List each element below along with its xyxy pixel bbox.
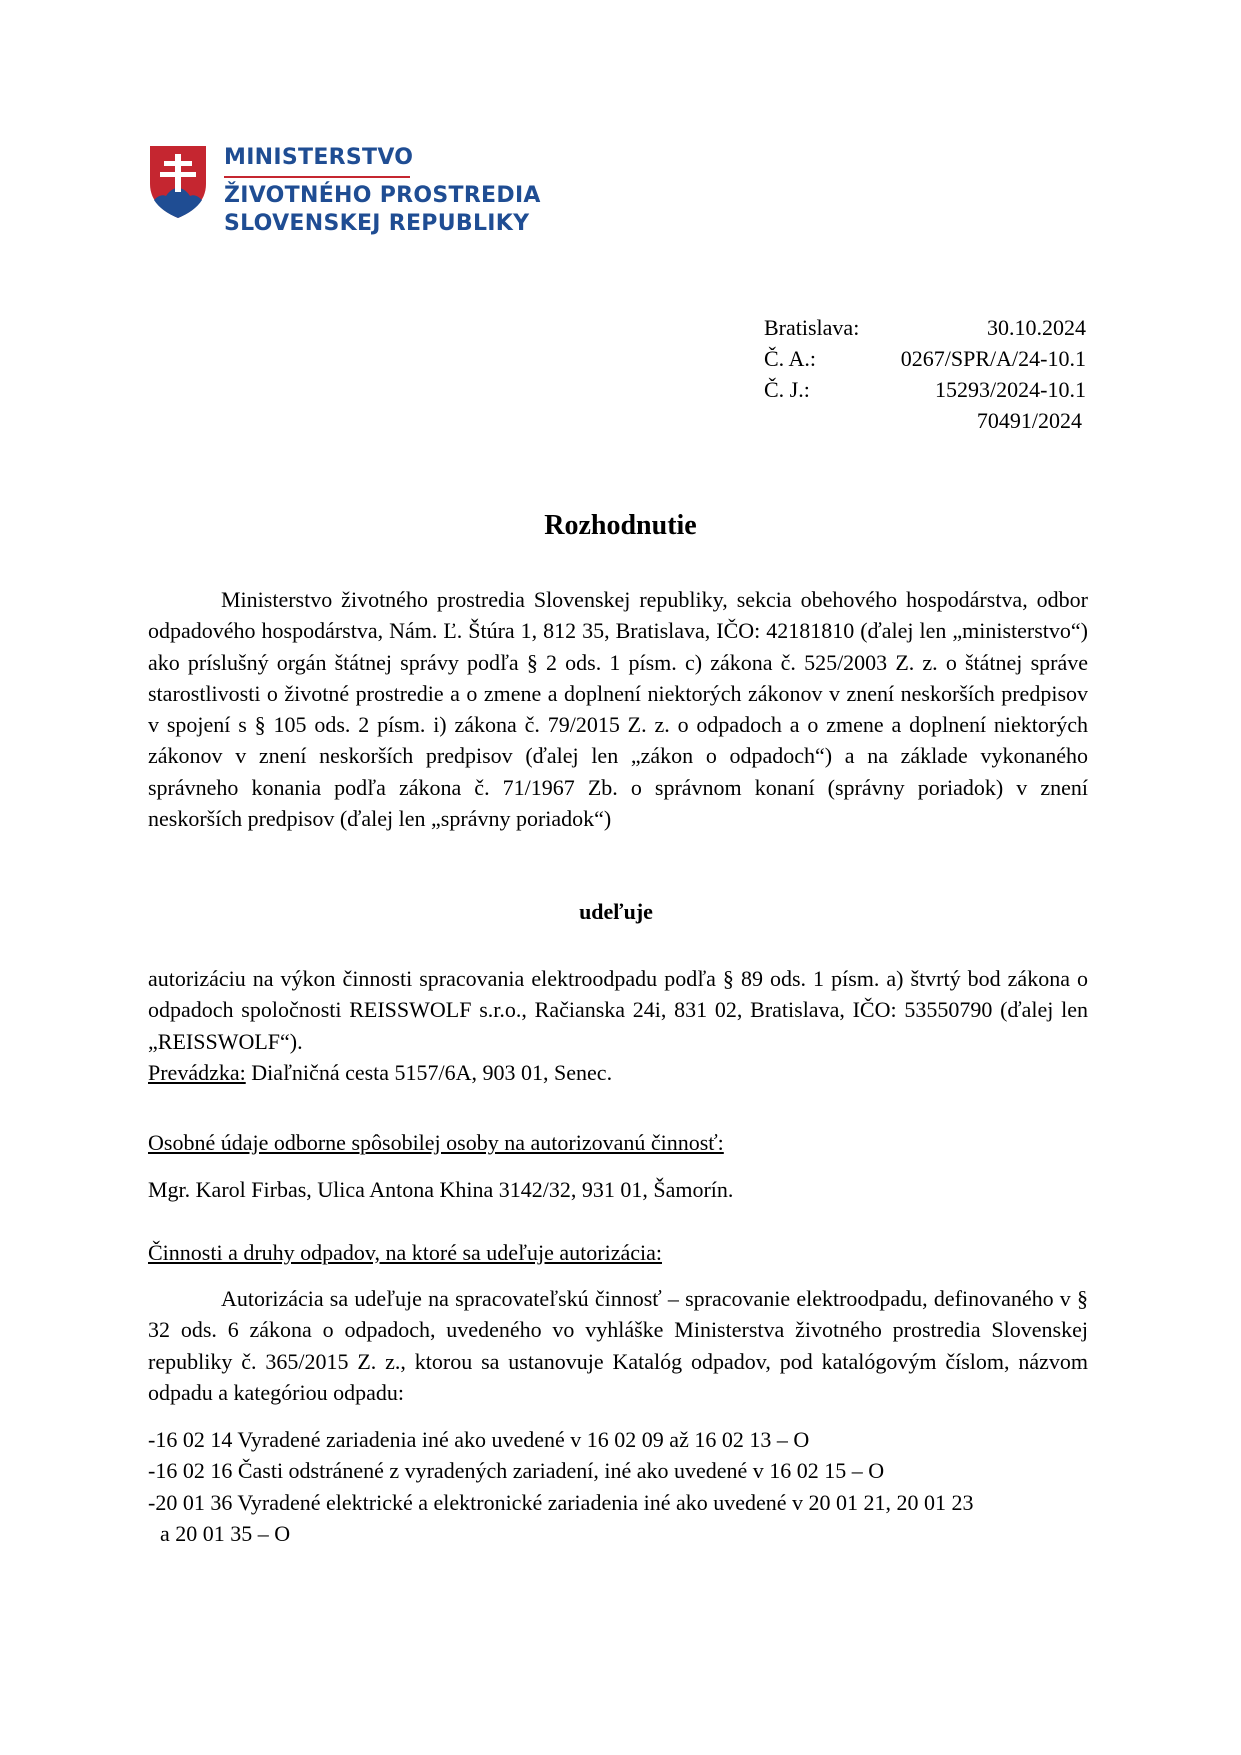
reference-block [764, 312, 1086, 436]
ministry-line2: ŽIVOTNÉHO PROSTREDIA [224, 183, 541, 208]
cj-label: Č. J.: [764, 377, 810, 402]
list-item: -20 01 36 Vyradené elektrické a elektronické zariadenia iné ako uvedené v 20 01 21, 20 01 23 [148, 1489, 974, 1515]
cj-value: 15293/2024-10.1 [935, 377, 1086, 402]
authorization-text: autorizáciu na výkon činnosti spracovania elektroodpadu podľa § 89 ods. 1 písm. a) štvrtý bod zákona o odpadoch spoločnosti REISSWOLF s.r.o., Račianska 24i, 831 02, Bratislava, IČO: 53550790 (ďalej len „REISSWOLF“). [148, 966, 1088, 1054]
cj-value-2: 70491/2024 [976, 408, 1082, 433]
date-value: 30.10.2024 [987, 315, 1086, 340]
prevadzka-label: Prevádzka: [148, 1059, 246, 1085]
slovak-coat-of-arms-icon [148, 144, 208, 220]
activities-paragraph: Autorizácia sa udeľuje na spracovateľskú činnosť – spracovanie elektroodpadu, definovaného v § 32 ods. 6 zákona o odpadoch, uvedeného vo vyhláške Ministerstva životného prostredia Slovenskej republiky č. 365/2015 Z. z., ktorou sa ustanovuje Katalóg odpadov, pod katalógovým číslom, názvom odpadu a kategóriou odpadu: [148, 1286, 1088, 1405]
ministry-line1: MINISTERSTVO [224, 144, 410, 178]
document-title: Rozhodnutie [544, 510, 697, 541]
ministry-line3: SLOVENSKEJ REPUBLIKY [224, 211, 530, 236]
list-item: -16 02 14 Vyradené zariadenia iné ako uvedené v 16 02 09 až 16 02 13 – O [148, 1427, 810, 1452]
list-item-continuation: a 20 01 35 – O [160, 1520, 291, 1546]
activities-heading: Činnosti a druhy odpadov, na ktoré sa udeľuje autorizácia: [148, 1240, 662, 1265]
ca-value: 0267/SPR/A/24-10.1 [900, 346, 1086, 371]
list-item: -16 02 16 Časti odstránené z vyradených zariadení, iné ako uvedené v 16 02 15 – O [148, 1458, 885, 1484]
grant-word: udeľuje [579, 899, 653, 924]
ca-label: Č. A.: [764, 346, 816, 371]
place-label: Bratislava: [764, 315, 860, 340]
person-value: Mgr. Karol Firbas, Ulica Antona Khina 3142/32, 931 01, Šamorín. [148, 1177, 734, 1202]
intro-paragraph: Ministerstvo životného prostredia Slovenskej republiky, sekcia obehového hospodárstva, odbor odpadového hospodárstva, Nám. Ľ. Štúra 1, 812 35, Bratislava, IČO: 42181810 (ďalej len „ministerstvo“) ako príslušný orgán štátnej správy podľa § 2 ods. 1 písm. c) zákona č. 525/2003 Z. z. o štátnej správe starostlivosti o životné prostredie a o zmene a doplnení niektorých zákonov v znení neskorších predpisov v spojení s § 105 ods. 2 písm. i) zákona č. 79/2015 Z. z. o odpadoch a o zmene a doplnení niektorých zákonov v znení neskorších predpisov (ďalej len „zákon o odpadoch“) a na základe vykonaného správneho konania podľa zákona č. 71/1967 Zb. o správnom konaní (správny poriadok) v znení neskorších predpisov (ďalej len „správny poriadok“) [148, 587, 1088, 832]
person-heading: Osobné údaje odborne spôsobilej osoby na autorizovanú činnosť: [148, 1130, 724, 1155]
authorization-paragraph [148, 963, 1088, 1088]
waste-list [148, 1424, 1088, 1549]
prevadzka-value: Diaľničná cesta 5157/6A, 903 01, Senec. [245, 1059, 613, 1085]
ministry-name [224, 144, 541, 238]
